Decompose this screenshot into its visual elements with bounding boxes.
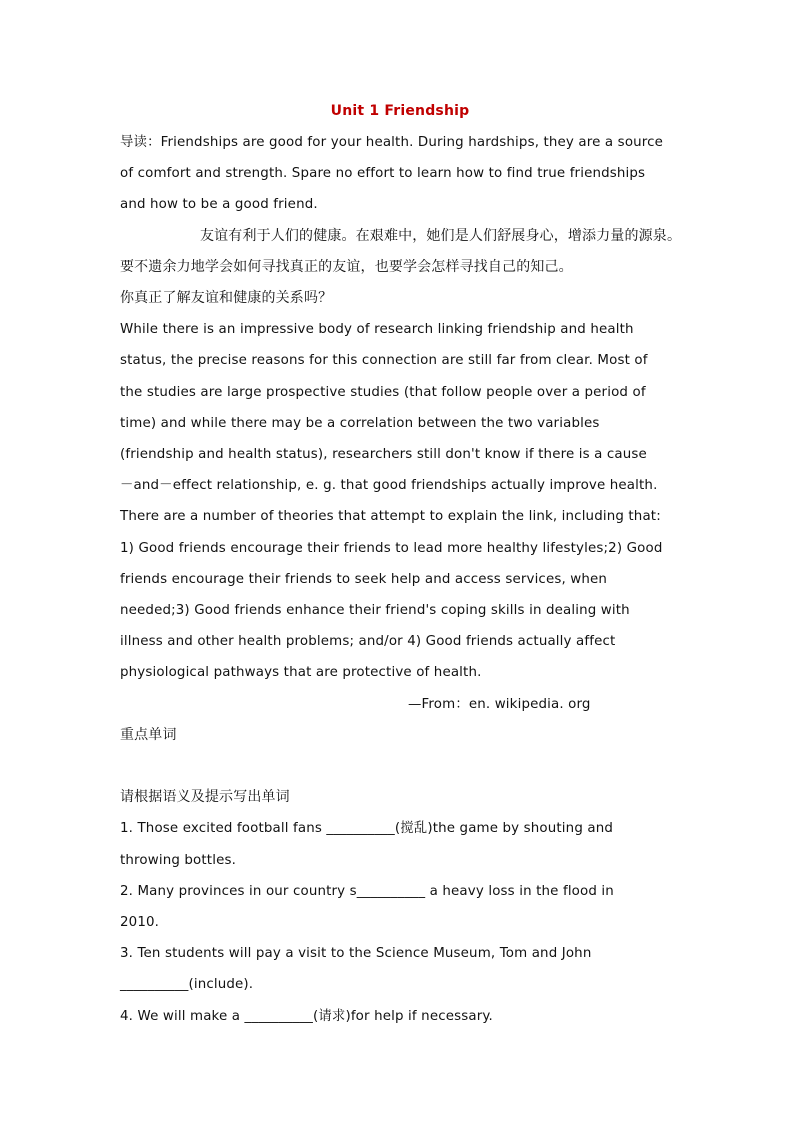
exercise-line: 1. Those excited football fans __________(搅乱)the game by shouting and <box>120 821 614 837</box>
passage-line: physiological pathways that are protective of health. <box>120 665 482 681</box>
intro-line: and how to be a good friend. <box>120 197 318 213</box>
intro-line: of comfort and strength. Spare no effort to learn how to find true friendships <box>120 166 646 182</box>
passage-line: friends encourage their friends to seek help and access services, when <box>120 571 608 587</box>
passage-line: time) and while there may be a correlation between the two variables <box>120 415 600 431</box>
exercise-line: 3. Ten students will pay a visit to the Science Museum, Tom and John <box>120 946 592 962</box>
intro-cn-line: 友谊有利于人们的健康。在艰难中，她们是人们舒展身心，增添力量的源泉。 <box>200 227 682 244</box>
spacer <box>120 751 680 782</box>
intro-cn-line: 要不遗余力地学会如何寻找真正的友谊，也要学会怎样寻找自己的知己。 <box>120 258 573 275</box>
exercise-line: 4. We will make a __________(请求)for help if necessary. <box>120 1008 493 1024</box>
passage-line: illness and other health problems; and/or 4) Good friends actually affect <box>120 634 616 650</box>
exercise-line: throwing bottles. <box>120 852 236 868</box>
passage-line: While there is an impressive body of research linking friendship and health <box>120 322 634 338</box>
exercise-line: 2010. <box>120 915 160 931</box>
passage-line: needed;3) Good friends enhance their friend's coping skills in dealing with <box>120 603 630 619</box>
question-heading: 你真正了解友谊和健康的关系吗？ <box>120 290 333 307</box>
exercise-line: __________(include). <box>120 977 254 993</box>
intro-line: 导读：Friendships are good for your health. During hardships, they are a source <box>120 135 664 150</box>
intro-block <box>120 127 680 283</box>
passage-line: 1) Good friends encourage their friends to lead more healthy lifestyles;2) Good <box>120 540 663 556</box>
passage-source: —From：en. wikipedia. org <box>408 696 591 712</box>
passage <box>120 314 680 688</box>
exercise-list <box>120 813 680 1031</box>
passage-line: There are a number of theories that attempt to explain the link, including that: <box>120 509 661 525</box>
unit-title: Unit 1 Friendship <box>330 103 470 119</box>
passage-line: the studies are large prospective studies (that follow people over a period of <box>120 384 646 400</box>
exercise-instruction: 请根据语义及提示写出单词 <box>120 789 290 806</box>
passage-line: －and－effect relationship, e. g. that good friendships actually improve health. <box>120 478 658 494</box>
passage-line: status, the precise reasons for this connection are still far from clear. Most of <box>120 353 648 369</box>
passage-line: (friendship and health status), researchers still don't know if there is a cause <box>120 447 647 463</box>
document-page <box>120 96 680 1032</box>
section-heading: 重点单词 <box>120 726 177 743</box>
exercise-line: 2. Many provinces in our country s__________ a heavy loss in the flood in <box>120 883 614 899</box>
